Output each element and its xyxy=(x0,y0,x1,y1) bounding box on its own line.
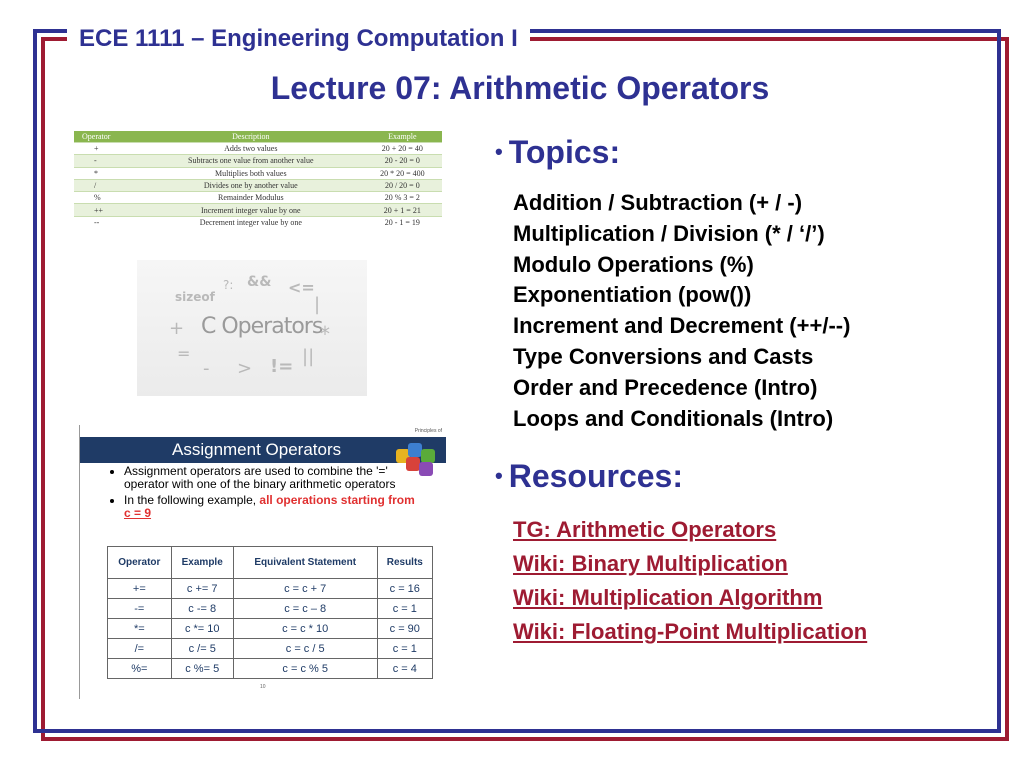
table-cell: 20 + 1 = 21 xyxy=(363,204,442,216)
table-header: Example xyxy=(171,547,233,579)
operator-symbol: && xyxy=(247,274,272,290)
operator-symbol: > xyxy=(237,358,253,379)
assignment-title: Assignment Operators xyxy=(80,437,446,463)
operator-symbol: * xyxy=(320,322,330,346)
table-header: Example xyxy=(363,131,442,143)
table-cell: Increment integer value by one xyxy=(139,204,363,216)
table-cell: Remainder Modulus xyxy=(139,192,363,204)
topic-item: Increment and Decrement (++/--) xyxy=(513,313,851,339)
table-cell: c = c % 5 xyxy=(233,659,377,679)
table-cell: c *= 10 xyxy=(171,619,233,639)
table-row xyxy=(108,639,433,659)
table-cell: 20 / 20 = 0 xyxy=(363,179,442,191)
assignment-operators-image xyxy=(79,425,446,699)
table-cell: c = c * 10 xyxy=(233,619,377,639)
table-row xyxy=(74,192,442,204)
list-item xyxy=(513,514,867,548)
table-cell: Multiplies both values xyxy=(139,167,363,179)
table-cell: c = c + 7 xyxy=(233,579,377,599)
topic-item: Exponentiation (pow()) xyxy=(513,282,752,308)
table-cell: 20 - 20 = 0 xyxy=(363,155,442,167)
table-cell: %= xyxy=(108,659,172,679)
topic-item: Loops and Conditionals (Intro) xyxy=(513,405,834,431)
operator-table-image xyxy=(74,131,442,228)
course-title: ECE 1111 – Engineering Computation I xyxy=(67,22,530,56)
table-cell: c = c / 5 xyxy=(233,639,377,659)
table-row xyxy=(74,179,442,191)
table-header: Equivalent Statement xyxy=(233,547,377,579)
table-cell: Decrement integer value by one xyxy=(139,216,363,228)
table-cell: 20 % 3 = 2 xyxy=(363,192,442,204)
table-cell: ++ xyxy=(74,204,139,216)
operator-symbol: <= xyxy=(288,278,315,297)
table-cell: Subtracts one value from another value xyxy=(139,155,363,167)
resource-link-tg-arithmetic[interactable]: TG: Arithmetic Operators xyxy=(513,517,777,542)
list-item xyxy=(513,582,867,616)
operator-symbol: ?: xyxy=(223,278,234,292)
list-item xyxy=(513,548,867,582)
table-cell: c = 16 xyxy=(377,579,432,599)
table-cell: c = 90 xyxy=(377,619,432,639)
table-cell: c += 7 xyxy=(171,579,233,599)
table-cell: % xyxy=(74,192,139,204)
topics-heading-label: Topics: xyxy=(508,134,621,170)
table-row xyxy=(74,216,442,228)
table-cell: -- xyxy=(74,216,139,228)
bullet-text xyxy=(124,494,424,520)
operator-symbol: - xyxy=(203,358,210,379)
resources-list xyxy=(513,514,867,650)
table-cell: Divides one by another value xyxy=(139,179,363,191)
topic-item: Modulo Operations (%) xyxy=(513,251,754,277)
resources-heading-label: Resources: xyxy=(508,458,683,494)
resource-link-floating-point[interactable]: Wiki: Floating-Point Multiplication xyxy=(513,619,868,644)
table-header: Operator xyxy=(108,547,172,579)
table-cell: + xyxy=(74,143,139,155)
topic-item: Type Conversions and Casts xyxy=(513,343,814,369)
bullet-icon: • xyxy=(495,139,503,164)
table-cell: c -= 8 xyxy=(171,599,233,619)
table-row xyxy=(108,659,433,679)
operator-symbol: sizeof xyxy=(175,290,215,304)
operator-symbol: != xyxy=(270,356,294,377)
topic-item: Addition / Subtraction (+ / -) xyxy=(513,190,803,215)
c-operators-title: C Operators xyxy=(201,314,323,339)
resource-link-binary-multiplication[interactable]: Wiki: Binary Multiplication xyxy=(513,551,788,576)
table-cell: c /= 5 xyxy=(171,639,233,659)
table-header: Results xyxy=(377,547,432,579)
table-header: Operator xyxy=(74,131,139,143)
bullet-icon: • xyxy=(495,463,503,488)
table-cell: Adds two values xyxy=(139,143,363,155)
bullet-prefix: In the following example, xyxy=(124,493,260,507)
table-cell: /= xyxy=(108,639,172,659)
page-number: 10 xyxy=(260,684,266,690)
corner-text: Principles of xyxy=(414,428,442,434)
table-cell: c = 4 xyxy=(377,659,432,679)
assignment-table xyxy=(107,546,433,679)
table-cell: / xyxy=(74,179,139,191)
table-cell: c %= 5 xyxy=(171,659,233,679)
table-row xyxy=(74,167,442,179)
operator-symbol: + xyxy=(169,318,185,339)
topic-item: Order and Precedence (Intro) xyxy=(513,374,818,400)
assignment-bullets xyxy=(108,465,424,523)
resource-link-multiplication-algorithm[interactable]: Wiki: Multiplication Algorithm xyxy=(513,585,823,610)
table-cell: += xyxy=(108,579,172,599)
table-row xyxy=(108,579,433,599)
topics-heading xyxy=(495,134,620,171)
bullet-highlight-underline: c = 9 xyxy=(124,506,152,520)
operator-symbol: | xyxy=(314,294,321,315)
table-row xyxy=(74,155,442,167)
table-cell: 20 + 20 = 40 xyxy=(363,143,442,155)
bullet-text: • Assignment operators are used to combine the '=' operator with one of the binary arithmetic operators xyxy=(124,465,424,491)
topic-item: Multiplication / Division (* / ‘/’) xyxy=(513,220,825,246)
table-cell: 20 * 20 = 400 xyxy=(363,167,442,179)
lecture-title: Lecture 07: Arithmetic Operators xyxy=(270,70,770,106)
operator-symbol: || xyxy=(302,346,315,367)
table-cell: * xyxy=(74,167,139,179)
table-header: Description xyxy=(139,131,363,143)
bullet-highlight: all operations starting from xyxy=(259,493,415,507)
list-item xyxy=(513,616,867,650)
table-cell: *= xyxy=(108,619,172,639)
table-row xyxy=(74,143,442,155)
topics-list xyxy=(513,188,850,434)
table-cell: -= xyxy=(108,599,172,619)
table-cell: - xyxy=(74,155,139,167)
operator-symbol: = xyxy=(177,344,191,363)
resources-heading xyxy=(495,458,683,495)
table-row xyxy=(108,619,433,639)
table-cell: 20 - 1 = 19 xyxy=(363,216,442,228)
table-cell: c = c – 8 xyxy=(233,599,377,619)
table-row xyxy=(108,599,433,619)
table-cell: c = 1 xyxy=(377,639,432,659)
table-cell: c = 1 xyxy=(377,599,432,619)
c-operators-image xyxy=(137,260,367,396)
table-row xyxy=(74,204,442,216)
